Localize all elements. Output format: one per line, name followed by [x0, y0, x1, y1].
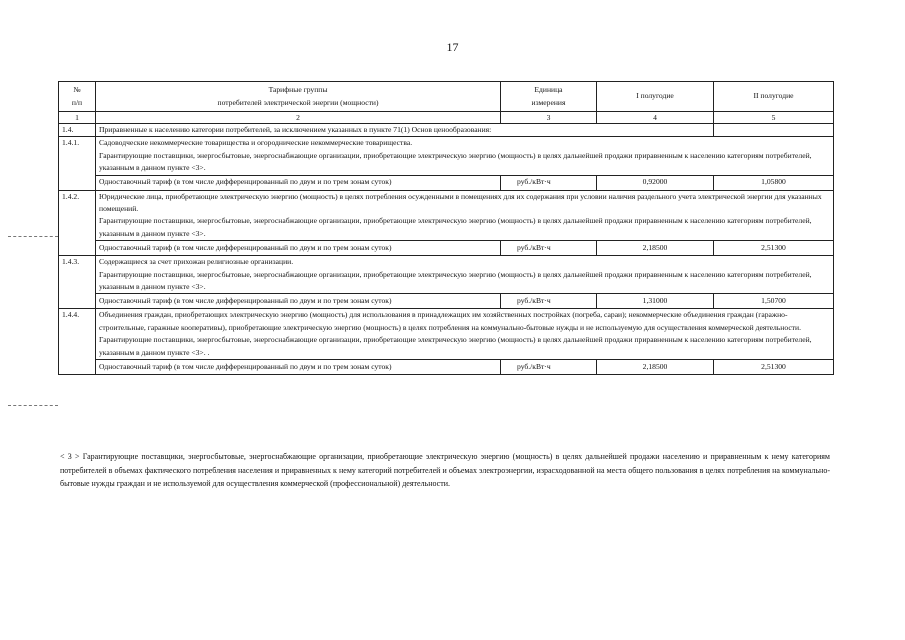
table-header-row — [59, 82, 834, 112]
tariff-second-half: 1,50700 — [714, 294, 834, 309]
section-row — [59, 124, 834, 137]
column-index: 4 — [597, 112, 714, 124]
table-row — [59, 309, 834, 360]
description-line: Садоводческие некоммерческие товарищества и огороднические некоммерческие товарищества. — [99, 138, 413, 148]
description-line: Гарантирующие поставщики, энергосбытовые, энергоснабжающие организации, приобретающие электрическую энергию (мощность) в целях дальнейшей продажи приравненным к населению категориям потребителей, указанным в данном пункте <3>. — [99, 216, 812, 238]
tariff-table — [58, 81, 834, 375]
tariff-first-half: 0,92000 — [597, 175, 714, 190]
row-number: 1.4.4. — [59, 309, 96, 375]
header-first-half: I полугодие — [597, 82, 714, 112]
column-index: 1 — [59, 112, 96, 124]
tariff-first-half: 2,18500 — [597, 241, 714, 256]
tariff-unit: руб./кВт·ч — [501, 241, 597, 256]
tariff-first-half: 2,18500 — [597, 360, 714, 375]
footnote-3: < 3 > Гарантирующие поставщики, энергосбытовые, энергоснабжающие организации, приобретающие электрическую энергию (мощность) в целях дальнейшей продажи населению и приравненным к нему категориям потребителей в объемах фактического потребления населения и приравненных к нему категорий потребителей и объемах электроэнергии, израсходованной на места общего пользования в целях потребления на коммунально-бытовые нужды граждан и не используемой для осуществления коммерческой (профессиональной) деятельности. — [60, 452, 830, 489]
column-index: 3 — [501, 112, 597, 124]
section-number: 1.4. — [59, 124, 96, 137]
description-line: Объединения граждан, приобретающих электрическую энергию (мощность) для использования в принадлежащих им хозяйственных постройках (погреба, сараи); некоммерческие объединения граждан (гаражно-строительные, гаражные кооперативы), приобретающие электрическую энергию (мощность) в целях потребления на коммунально-бытовые нужды и не используемую для осуществления коммерческой деятельности. — [99, 310, 801, 332]
column-index: 5 — [714, 112, 834, 124]
tariff-row — [59, 241, 834, 256]
tariff-unit: руб./кВт·ч — [501, 360, 597, 375]
row-description — [96, 190, 834, 241]
row-description — [96, 256, 834, 294]
row-number: 1.4.3. — [59, 256, 96, 309]
section-empty-cell — [714, 124, 834, 137]
row-number: 1.4.2. — [59, 190, 96, 256]
header-unit-line: измерения — [531, 97, 566, 107]
description-line: Гарантирующие поставщики, энергосбытовые, энергоснабжающие организации, приобретающие электрическую энергию (мощность) в целях дальнейшей продажи приравненным к населению категориям потребителей, указанным в данном пункте <3>. . — [99, 335, 812, 357]
tariff-row — [59, 294, 834, 309]
table-row — [59, 256, 834, 294]
table-row — [59, 137, 834, 175]
table-row — [59, 190, 834, 241]
description-line: Гарантирующие поставщики, энергосбытовые, энергоснабжающие организации, приобретающие электрическую энергию (мощность) в целях дальнейшей продажи приравненным к населению категориям потребителей, указанным в данном пункте <3>. — [99, 269, 812, 292]
description-line: Юридические лица, приобретающие электрическую энергию (мощность) в целях потребления осужденными в помещениях для их содержания при условии наличия раздельного учета электрической энергии для указанных помещений. — [99, 191, 822, 214]
header-num — [59, 82, 96, 112]
header-unit-line: Единица — [534, 85, 563, 95]
page-number: 17 — [446, 40, 459, 54]
description-line: Гарантирующие поставщики, энергосбытовые, энергоснабжающие организации, приобретающие электрическую энергию (мощность) в целях дальнейшей продажи приравненным к населению категориям потребителей, указанным в данном пункте <3>. — [99, 150, 812, 173]
header-group-line: потребителей электрической энергии (мощности) — [217, 97, 379, 107]
header-group — [96, 82, 501, 112]
row-description — [96, 137, 834, 175]
tariff-second-half: 2,51300 — [714, 241, 834, 256]
tariff-row — [59, 360, 834, 375]
tariff-row — [59, 175, 834, 190]
header-group-line: Тарифные группы — [268, 85, 328, 95]
scan-margin-rule — [8, 236, 58, 237]
column-index-row — [59, 112, 834, 124]
row-number: 1.4.1. — [59, 137, 96, 190]
tariff-unit: руб./кВт·ч — [501, 175, 597, 190]
tariff-label: Одноставочный тариф (в том числе дифференцированный по двум и по трем зонам суток) — [96, 294, 501, 309]
tariff-second-half: 1,05800 — [714, 175, 834, 190]
header-unit — [501, 82, 597, 112]
tariff-label: Одноставочный тариф (в том числе дифференцированный по двум и по трем зонам суток) — [96, 241, 501, 256]
column-index: 2 — [96, 112, 501, 124]
header-num-line: № — [73, 85, 81, 95]
tariff-label: Одноставочный тариф (в том числе дифференцированный по двум и по трем зонам суток) — [96, 360, 501, 375]
header-second-half: II полугодие — [714, 82, 834, 112]
scan-margin-rule — [8, 405, 58, 406]
row-description — [96, 309, 834, 360]
header-num-line: п/п — [71, 97, 83, 107]
tariff-second-half: 2,51300 — [714, 360, 834, 375]
tariff-first-half: 1,31000 — [597, 294, 714, 309]
description-line: Содержащиеся за счет прихожан религиозные организации. — [99, 257, 294, 267]
section-title: Приравненные к населению категории потребителей, за исключением указанных в пункте 71(1) Основ ценообразования: — [96, 124, 714, 137]
tariff-unit: руб./кВт·ч — [501, 294, 597, 309]
tariff-label: Одноставочный тариф (в том числе дифференцированный по двум и по трем зонам суток) — [96, 175, 501, 190]
